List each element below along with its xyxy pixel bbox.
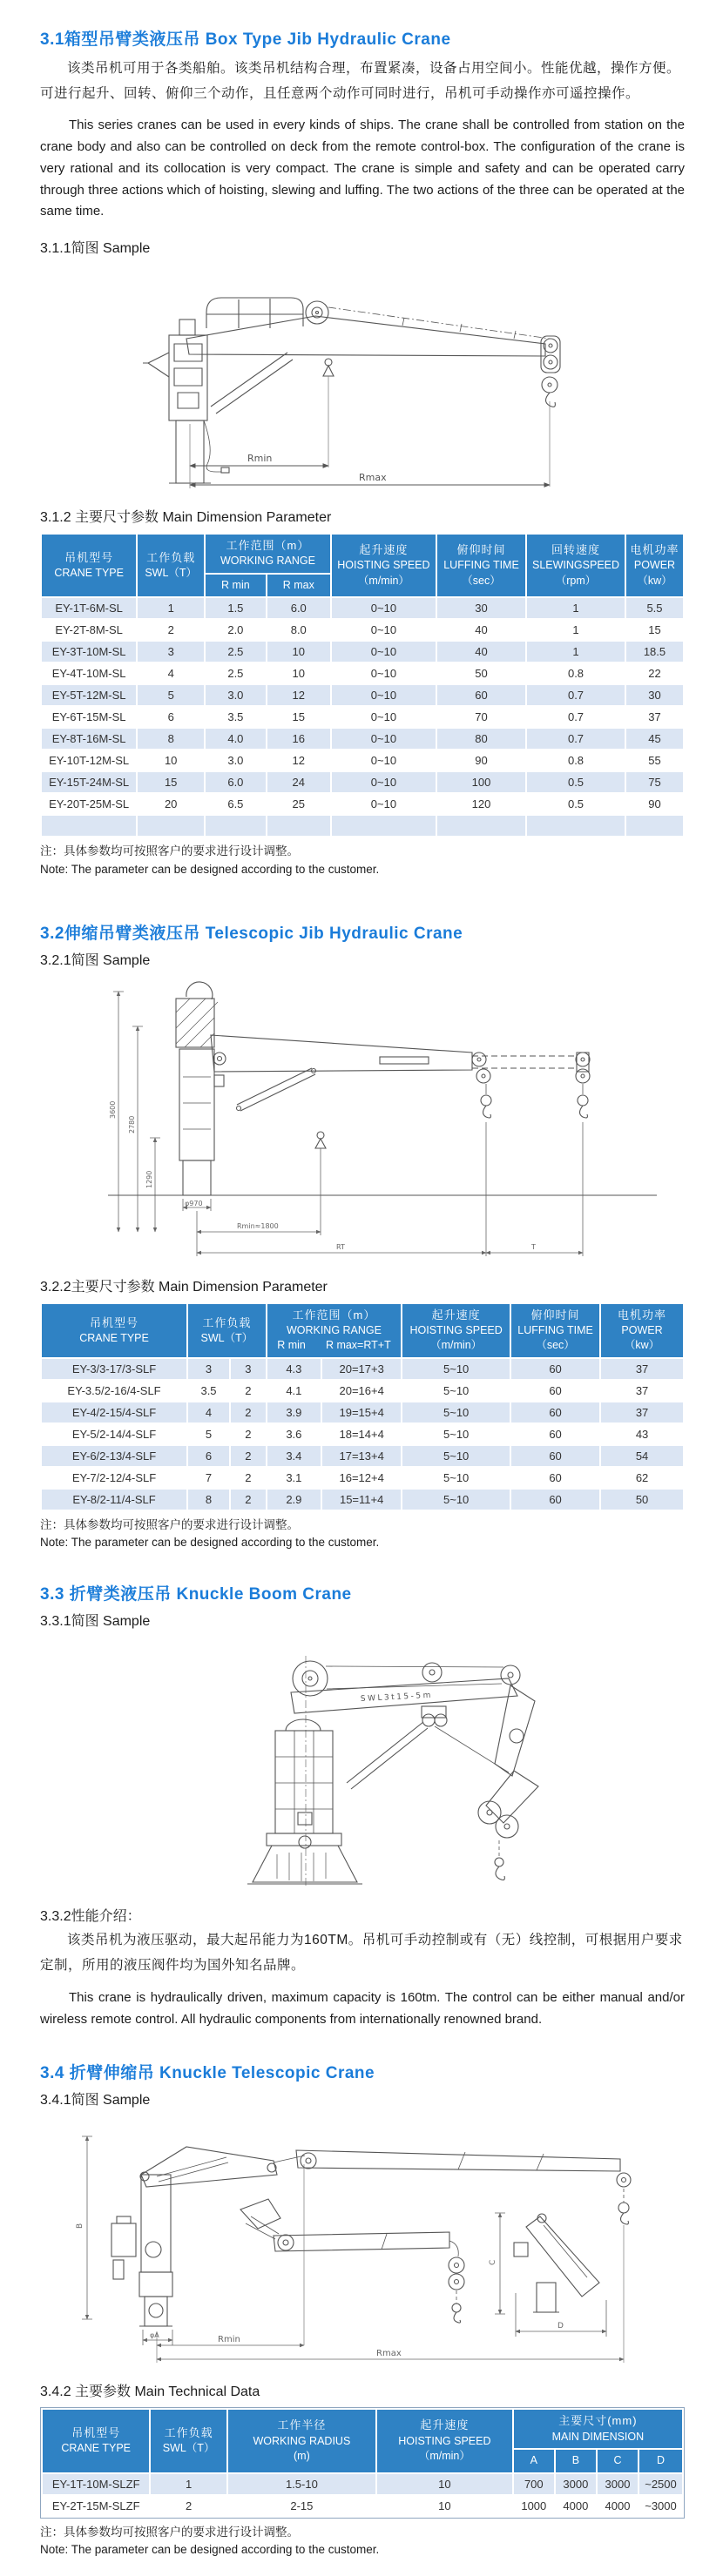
table-cell: EY-1T-6M-SL	[42, 598, 136, 618]
table-cell: EY-6/2-13/4-SLF	[42, 1446, 186, 1466]
header-dim-d: D	[639, 2450, 682, 2472]
table-cell: 80	[437, 729, 525, 749]
section-3-2-1-sample-label: 3.2.1简图 Sample	[40, 952, 151, 968]
table-cell: 16=12+4	[322, 1468, 401, 1488]
header-crane-type: 吊机型号 CRANE TYPE	[43, 2410, 149, 2472]
header-rmin: R min	[206, 575, 266, 597]
table-cell: 45	[626, 729, 683, 749]
table-cell: 37	[601, 1359, 683, 1379]
table-cell: 22	[626, 663, 683, 683]
table-cell: 90	[437, 750, 525, 770]
table-cell: 1	[527, 598, 625, 618]
header-power: 电机功率 POWER （kw）	[601, 1304, 683, 1357]
table-row	[43, 2474, 682, 2494]
box-jib-crane-drawing	[117, 260, 605, 492]
header-crane-type: 吊机型号 CRANE TYPE	[42, 1304, 186, 1357]
header-dim-c: C	[598, 2450, 638, 2472]
table-cell: EY-3/3-17/3-SLF	[42, 1359, 186, 1379]
table-cell: 50	[437, 663, 525, 683]
table-cell: 0~10	[332, 707, 436, 727]
table-cell: 40	[437, 620, 525, 640]
rmax-dimension-label: Rmax	[376, 2349, 402, 2359]
table-cell: 3.5	[206, 707, 266, 727]
table-body	[42, 598, 683, 836]
table-cell: 4000	[556, 2496, 596, 2516]
table-note	[40, 1517, 685, 1552]
table-row	[42, 598, 683, 618]
d-dimension-label: D	[557, 2322, 564, 2331]
table-cell: 2	[231, 1402, 266, 1423]
b-dimension-label: B	[76, 2223, 84, 2230]
header-working-range: 工作范围（m） WORKING RANGE R min R max=RT+T	[267, 1304, 402, 1357]
rt-dimension-label: RT	[336, 1242, 345, 1251]
table-row	[42, 685, 683, 705]
section-3-4-2-param-label: 3.4.2 主要参数 Main Technical Data	[40, 2384, 260, 2400]
table-cell	[267, 816, 330, 836]
table-cell: 3.0	[206, 750, 266, 770]
table-cell: 3.6	[267, 1424, 321, 1444]
table-row	[42, 1381, 683, 1401]
table-cell: 60	[511, 1381, 599, 1401]
box-jib-parameter-table	[40, 533, 685, 837]
table-cell: 1	[527, 620, 625, 640]
table-cell: EY-5/2-14/4-SLF	[42, 1424, 186, 1444]
table-cell: EY-10T-12M-SL	[42, 750, 136, 770]
table-cell: 62	[601, 1468, 683, 1488]
table-cell: 20=16+4	[322, 1381, 401, 1401]
header-rmin: R min	[277, 1339, 306, 1352]
telescopic-crane-drawing	[92, 972, 667, 1261]
note-en: Note: The parameter can be designed according to the customer.	[40, 1536, 380, 1550]
table-cell: 19=15+4	[322, 1402, 401, 1423]
table-row	[42, 642, 683, 662]
table-row	[42, 1446, 683, 1466]
table-cell: 3.9	[267, 1402, 321, 1423]
table-note	[40, 2524, 685, 2559]
note-en: Note: The parameter can be designed according to the customer.	[40, 2542, 380, 2556]
knuckle-telescopic-crane-diagram	[56, 2112, 685, 2366]
section-3-1-2-param-label: 3.1.2 主要尺寸参数 Main Dimension Parameter	[40, 510, 332, 526]
table-cell: 10	[138, 750, 204, 770]
table-cell: 2.5	[206, 642, 266, 662]
table-cell: 16	[267, 729, 330, 749]
table-cell: 0~10	[332, 794, 436, 814]
table-cell: 0~10	[332, 663, 436, 683]
table-cell: 0~10	[332, 642, 436, 662]
knuckle-telescopic-parameter-table	[40, 2407, 685, 2518]
table-header	[42, 1304, 683, 1357]
table-cell: 60	[511, 1468, 599, 1488]
table-row	[42, 729, 683, 749]
table-header	[42, 535, 683, 596]
table-cell: 3	[231, 1359, 266, 1379]
t-dimension-label: T	[531, 1242, 536, 1251]
rmin-dimension-label: Rmin	[218, 2335, 240, 2345]
section-3-3-2-perf-label: 3.3.2性能介绍：	[40, 1909, 141, 1925]
table-row	[42, 1359, 683, 1379]
table-cell: 0~10	[332, 685, 436, 705]
table-cell: 10	[377, 2474, 512, 2494]
boom-capacity-label: SWL3t15-5m	[360, 1692, 434, 1705]
dim-2780-label: 2780	[128, 1115, 136, 1133]
table-cell: 43	[601, 1424, 683, 1444]
header-hoisting-speed: 起升速度 HOISTING SPEED （m/min）	[377, 2410, 512, 2472]
table-cell: 5~10	[402, 1446, 510, 1466]
table-row	[42, 1402, 683, 1423]
table-cell: 5~10	[402, 1402, 510, 1423]
table-cell: 5~10	[402, 1381, 510, 1401]
section-3-1-heading: 3.1箱型吊臂类液压吊 Box Type Jib Hydraulic Crane	[40, 30, 451, 49]
header-swl: 工作负载 SWL（T）	[188, 1304, 266, 1357]
table-cell: EY-20T-25M-SL	[42, 794, 136, 814]
table-cell: 30	[626, 685, 683, 705]
table-cell: 0.7	[527, 729, 625, 749]
table-cell: 1000	[514, 2496, 554, 2516]
table-row	[42, 1490, 683, 1510]
table-cell: 700	[514, 2474, 554, 2494]
table-cell: 0.7	[527, 707, 625, 727]
table-cell	[626, 816, 683, 836]
table-row	[42, 1468, 683, 1488]
header-working-range: 工作范围（m） WORKING RANGE	[206, 535, 330, 573]
table-cell: 12	[267, 750, 330, 770]
table-cell: 5~10	[402, 1359, 510, 1379]
table-note	[40, 843, 685, 878]
section-3-3-paragraph-cn: 该类吊机为液压驱动，最大起吊能力为160TM。吊机可手动控制或有（无）线控制，可根据用户要求定制，所用的液压阀件均为国外知名品牌。	[40, 1933, 683, 1974]
table-cell: EY-2T-8M-SL	[42, 620, 136, 640]
section-3-4-1-sample-label: 3.4.1简图 Sample	[40, 2093, 151, 2109]
header-slewing-speed: 回转速度 SLEWINGSPEED （rpm）	[527, 535, 625, 596]
table-cell: 0.5	[527, 794, 625, 814]
table-cell: 5	[188, 1424, 229, 1444]
table-cell: 10	[267, 642, 330, 662]
table-cell: 18=14+4	[322, 1424, 401, 1444]
section-3-3-paragraph-en: This crane is hydraulically driven, maximum capacity is 160tm. The control can be either manual and/or wireless remote control. All hydraulic components from internationally renowned brand.	[40, 1989, 685, 2027]
table-cell: EY-3.5/2-16/4-SLF	[42, 1381, 186, 1401]
table-cell: 18.5	[626, 642, 683, 662]
header-crane-type: 吊机型号 CRANE TYPE	[42, 535, 136, 596]
table-cell: 2	[231, 1468, 266, 1488]
table-cell: 15	[626, 620, 683, 640]
knuckle-telescopic-crane-drawing	[56, 2112, 666, 2366]
table-row	[42, 750, 683, 770]
table-row	[42, 816, 683, 836]
telescopic-parameter-table	[40, 1302, 685, 1511]
section-3-3-heading: 3.3 折臂类液压吊 Knuckle Boom Crane	[40, 1585, 352, 1604]
table-cell: EY-2T-15M-SLZF	[43, 2496, 149, 2516]
table-cell: 15	[267, 707, 330, 727]
table-cell: 3000	[556, 2474, 596, 2494]
header-swl: 工作负载 SWL（T）	[138, 535, 204, 596]
table-cell: 24	[267, 772, 330, 792]
table-cell	[206, 816, 266, 836]
section-3-2-2-param-label: 3.2.2主要尺寸参数 Main Dimension Parameter	[40, 1279, 328, 1295]
table-cell: 5	[138, 685, 204, 705]
table-cell: 60	[511, 1359, 599, 1379]
table-cell: 2	[138, 620, 204, 640]
table-cell: 2	[231, 1381, 266, 1401]
table-cell: 17=13+4	[322, 1446, 401, 1466]
table-cell: 10	[377, 2496, 512, 2516]
table-cell: 54	[601, 1446, 683, 1466]
table-cell: 60	[511, 1490, 599, 1510]
table-cell: EY-4T-10M-SL	[42, 663, 136, 683]
header-rmax: R max	[267, 575, 330, 597]
table-cell: 2	[231, 1490, 266, 1510]
table-cell: 7	[188, 1468, 229, 1488]
dim-1290-label: 1290	[145, 1170, 153, 1188]
table-cell: EY-4/2-15/4-SLF	[42, 1402, 186, 1423]
table-cell: 40	[437, 642, 525, 662]
table-cell: 3	[138, 642, 204, 662]
table-cell: 55	[626, 750, 683, 770]
table-cell: 37	[601, 1402, 683, 1423]
table-cell: 60	[511, 1446, 599, 1466]
table-cell: 2	[231, 1424, 266, 1444]
table-row	[42, 620, 683, 640]
table-cell: 4000	[598, 2496, 638, 2516]
table-row	[42, 663, 683, 683]
table-cell: 8	[138, 729, 204, 749]
rmax-dimension-label: Rmax	[359, 472, 387, 484]
table-cell: 0~10	[332, 620, 436, 640]
table-cell: 4.0	[206, 729, 266, 749]
header-swl: 工作负载 SWL（T）	[151, 2410, 226, 2472]
note-cn: 注：具体参数均可按照客户的要求进行设计调整。	[40, 1517, 299, 1531]
table-cell: 6.5	[206, 794, 266, 814]
pedestal-diameter-label: φA	[150, 2331, 159, 2340]
table-cell: 0~10	[332, 598, 436, 618]
table-cell: 1	[151, 2474, 226, 2494]
table-cell: ~2500	[639, 2474, 682, 2494]
header-power: 电机功率 POWER （kw）	[626, 535, 683, 596]
table-row	[42, 707, 683, 727]
table-cell: 60	[511, 1424, 599, 1444]
table-cell: 6	[188, 1446, 229, 1466]
table-cell: 6	[138, 707, 204, 727]
table-cell: 4	[138, 663, 204, 683]
table-cell	[42, 816, 136, 836]
table-cell: 10	[267, 663, 330, 683]
header-rmax: R max=RT+T	[325, 1339, 391, 1352]
table-cell: 1	[527, 642, 625, 662]
table-cell: 20	[138, 794, 204, 814]
table-cell: 0.8	[527, 663, 625, 683]
note-cn: 注：具体参数均可按照客户的要求进行设计调整。	[40, 2525, 299, 2539]
table-body	[43, 2474, 682, 2516]
table-row	[43, 2496, 682, 2516]
table-cell: 120	[437, 794, 525, 814]
rmin-dimension-label: Rmin≈1800	[237, 1221, 279, 1230]
header-working-radius: 工作半径 WORKING RADIUS (m)	[228, 2410, 375, 2472]
table-cell: 0.8	[527, 750, 625, 770]
knuckle-boom-crane-drawing	[145, 1633, 598, 1891]
section-3-1-paragraph-en: This series cranes can be used in every kinds of ships. The crane shall be controlled from station on the crane body and also can be controlled on deck from the remote control-box. The configuration of the crane is very rational and its collocation is very compact. The crane is simple and safety and can be operated carry through three actions which of hoisting, slewing and luffing. The two actions of the three can be operated at the same time.	[40, 118, 685, 219]
table-body	[42, 1359, 683, 1510]
table-cell: EY-7/2-12/4-SLF	[42, 1468, 186, 1488]
table-cell: 2	[151, 2496, 226, 2516]
table-cell: 60	[437, 685, 525, 705]
table-cell: 12	[267, 685, 330, 705]
table-cell: 3.5	[188, 1381, 229, 1401]
table-cell: 5~10	[402, 1424, 510, 1444]
table-cell: 0~10	[332, 750, 436, 770]
table-cell	[332, 816, 436, 836]
table-cell: EY-1T-10M-SLZF	[43, 2474, 149, 2494]
table-cell: 75	[626, 772, 683, 792]
table-cell: 1	[138, 598, 204, 618]
table-cell: 15	[138, 772, 204, 792]
table-cell: 2.9	[267, 1490, 321, 1510]
table-cell: 50	[601, 1490, 683, 1510]
table-cell: 3.1	[267, 1468, 321, 1488]
table-cell: EY-3T-10M-SL	[42, 642, 136, 662]
table-cell: 5~10	[402, 1490, 510, 1510]
header-hoisting-speed: 起升速度 HOISTING SPEED （m/min）	[332, 535, 436, 596]
table-cell: 0.7	[527, 685, 625, 705]
table-row	[42, 794, 683, 814]
table-cell: EY-5T-12M-SL	[42, 685, 136, 705]
table-row	[42, 772, 683, 792]
header-luffing-time: 俯仰时间 LUFFING TIME （sec）	[511, 1304, 599, 1357]
table-cell: 70	[437, 707, 525, 727]
rmin-dimension-label: Rmin	[247, 453, 273, 465]
table-cell: EY-15T-24M-SL	[42, 772, 136, 792]
table-cell: 0.5	[527, 772, 625, 792]
table-cell: 5~10	[402, 1468, 510, 1488]
table-row	[42, 1424, 683, 1444]
pedestal-diameter-label: φ970	[185, 1199, 203, 1207]
note-en: Note: The parameter can be designed according to the customer.	[40, 862, 380, 876]
table-cell: 6.0	[206, 772, 266, 792]
table-cell: 0~10	[332, 729, 436, 749]
table-cell: 5.5	[626, 598, 683, 618]
table-cell: 6.0	[267, 598, 330, 618]
table-cell: 8.0	[267, 620, 330, 640]
table-cell: 25	[267, 794, 330, 814]
c-dimension-label: C	[489, 2260, 497, 2266]
table-cell: 3	[188, 1359, 229, 1379]
section-3-4-heading: 3.4 折臂伸缩吊 Knuckle Telescopic Crane	[40, 2064, 375, 2083]
table-cell: 0~10	[332, 772, 436, 792]
note-cn: 注：具体参数均可按照客户的要求进行设计调整。	[40, 844, 299, 858]
table-cell: 20=17+3	[322, 1359, 401, 1379]
header-luffing-time: 俯仰时间 LUFFING TIME （sec）	[437, 535, 525, 596]
table-cell: 1.5	[206, 598, 266, 618]
table-cell: EY-8T-16M-SL	[42, 729, 136, 749]
table-cell: 90	[626, 794, 683, 814]
table-cell: 60	[511, 1402, 599, 1423]
table-cell: 1.5-10	[228, 2474, 375, 2494]
table-cell: 37	[601, 1381, 683, 1401]
table-cell: 3.4	[267, 1446, 321, 1466]
header-main-dimension: 主要尺寸(mm) MAIN DIMENSION	[514, 2410, 682, 2448]
section-3-2-heading: 3.2伸缩吊臂类液压吊 Telescopic Jib Hydraulic Crane	[40, 924, 463, 943]
box-jib-crane-diagram	[117, 260, 685, 492]
knuckle-boom-crane-diagram	[145, 1633, 685, 1891]
table-cell: 2.5	[206, 663, 266, 683]
section-3-1-paragraph-cn: 该类吊机可用于各类船舶。该类吊机结构合理，布置紧凑，设备占用空间小。性能优越，操作方便。可进行起升、回转、俯仰三个动作，且任意两个动作可同时进行，吊机可手动操作亦可遥控操作。	[40, 61, 681, 101]
table-cell: 4.1	[267, 1381, 321, 1401]
header-dim-b: B	[556, 2450, 596, 2472]
table-cell: 15=11+4	[322, 1490, 401, 1510]
section-3-1-1-sample-label: 3.1.1简图 Sample	[40, 241, 151, 257]
table-cell: 4.3	[267, 1359, 321, 1379]
table-header	[43, 2410, 682, 2472]
table-cell: 2	[231, 1446, 266, 1466]
table-cell	[437, 816, 525, 836]
table-cell: ~3000	[639, 2496, 682, 2516]
table-cell: EY-6T-15M-SL	[42, 707, 136, 727]
table-cell: 4	[188, 1402, 229, 1423]
table-cell: 2.0	[206, 620, 266, 640]
header-dim-a: A	[514, 2450, 554, 2472]
telescopic-crane-diagram	[92, 972, 685, 1261]
table-cell: EY-8/2-11/4-SLF	[42, 1490, 186, 1510]
table-cell: 100	[437, 772, 525, 792]
table-cell: 3.0	[206, 685, 266, 705]
table-cell: 30	[437, 598, 525, 618]
section-3-3-1-sample-label: 3.3.1简图 Sample	[40, 1614, 151, 1630]
table-cell: 2-15	[228, 2496, 375, 2516]
table-cell	[138, 816, 204, 836]
table-cell	[527, 816, 625, 836]
table-cell: 37	[626, 707, 683, 727]
table-cell: 8	[188, 1490, 229, 1510]
header-hoisting-speed: 起升速度 HOISTING SPEED （m/min）	[402, 1304, 510, 1357]
dim-3600-label: 3600	[109, 1100, 117, 1119]
table-cell: 3000	[598, 2474, 638, 2494]
